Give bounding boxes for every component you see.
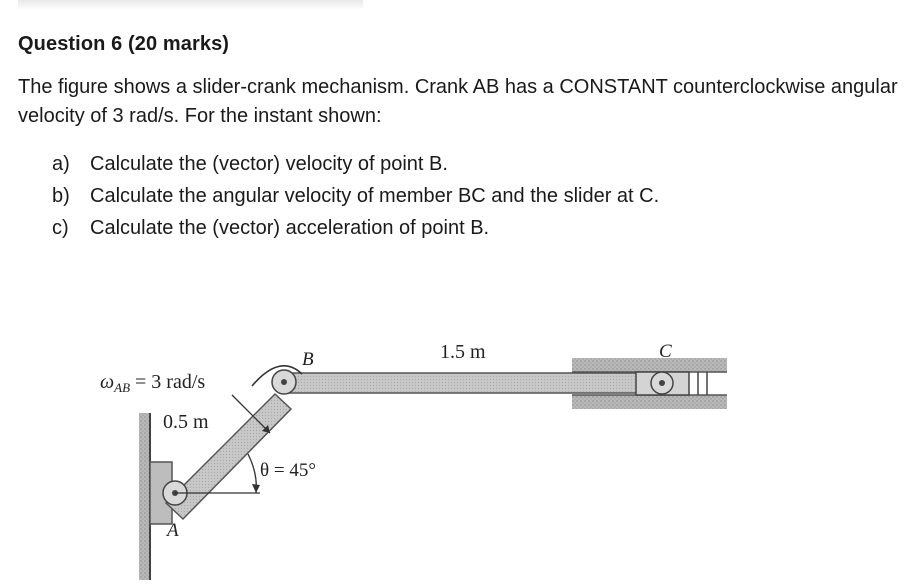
crank-length-label: 0.5 m bbox=[163, 411, 209, 433]
omega-subscript: AB bbox=[114, 380, 131, 395]
part-letter: c) bbox=[52, 217, 69, 239]
question-title: Question 6 (20 marks) bbox=[18, 33, 230, 55]
part-text: Calculate the (vector) velocity of point B. bbox=[90, 153, 448, 175]
rod-length-label: 1.5 m bbox=[440, 341, 486, 363]
part-letter: a) bbox=[52, 153, 70, 175]
omega-symbol: ω bbox=[100, 371, 115, 393]
part-text: Calculate the angular velocity of member BC and the slider at C. bbox=[90, 185, 660, 207]
point-c-label: C bbox=[659, 341, 672, 362]
connecting-rod-bc bbox=[282, 373, 666, 393]
part-letter: b) bbox=[52, 185, 70, 207]
point-a-label: A bbox=[167, 520, 179, 541]
pin-c bbox=[651, 372, 673, 394]
omega-label bbox=[100, 371, 205, 395]
omega-value: = 3 rad/s bbox=[135, 371, 206, 393]
theta-label: θ = 45° bbox=[260, 460, 316, 481]
part-text: Calculate the (vector) acceleration of point B. bbox=[90, 217, 490, 239]
pin-b bbox=[272, 370, 296, 394]
question-intro: The figure shows a slider-crank mechanism. Crank AB has a CONSTANT counterclockwise angular velocity of 3 rad/s. For the instant shown: bbox=[18, 76, 898, 127]
point-b-label: B bbox=[302, 349, 314, 370]
